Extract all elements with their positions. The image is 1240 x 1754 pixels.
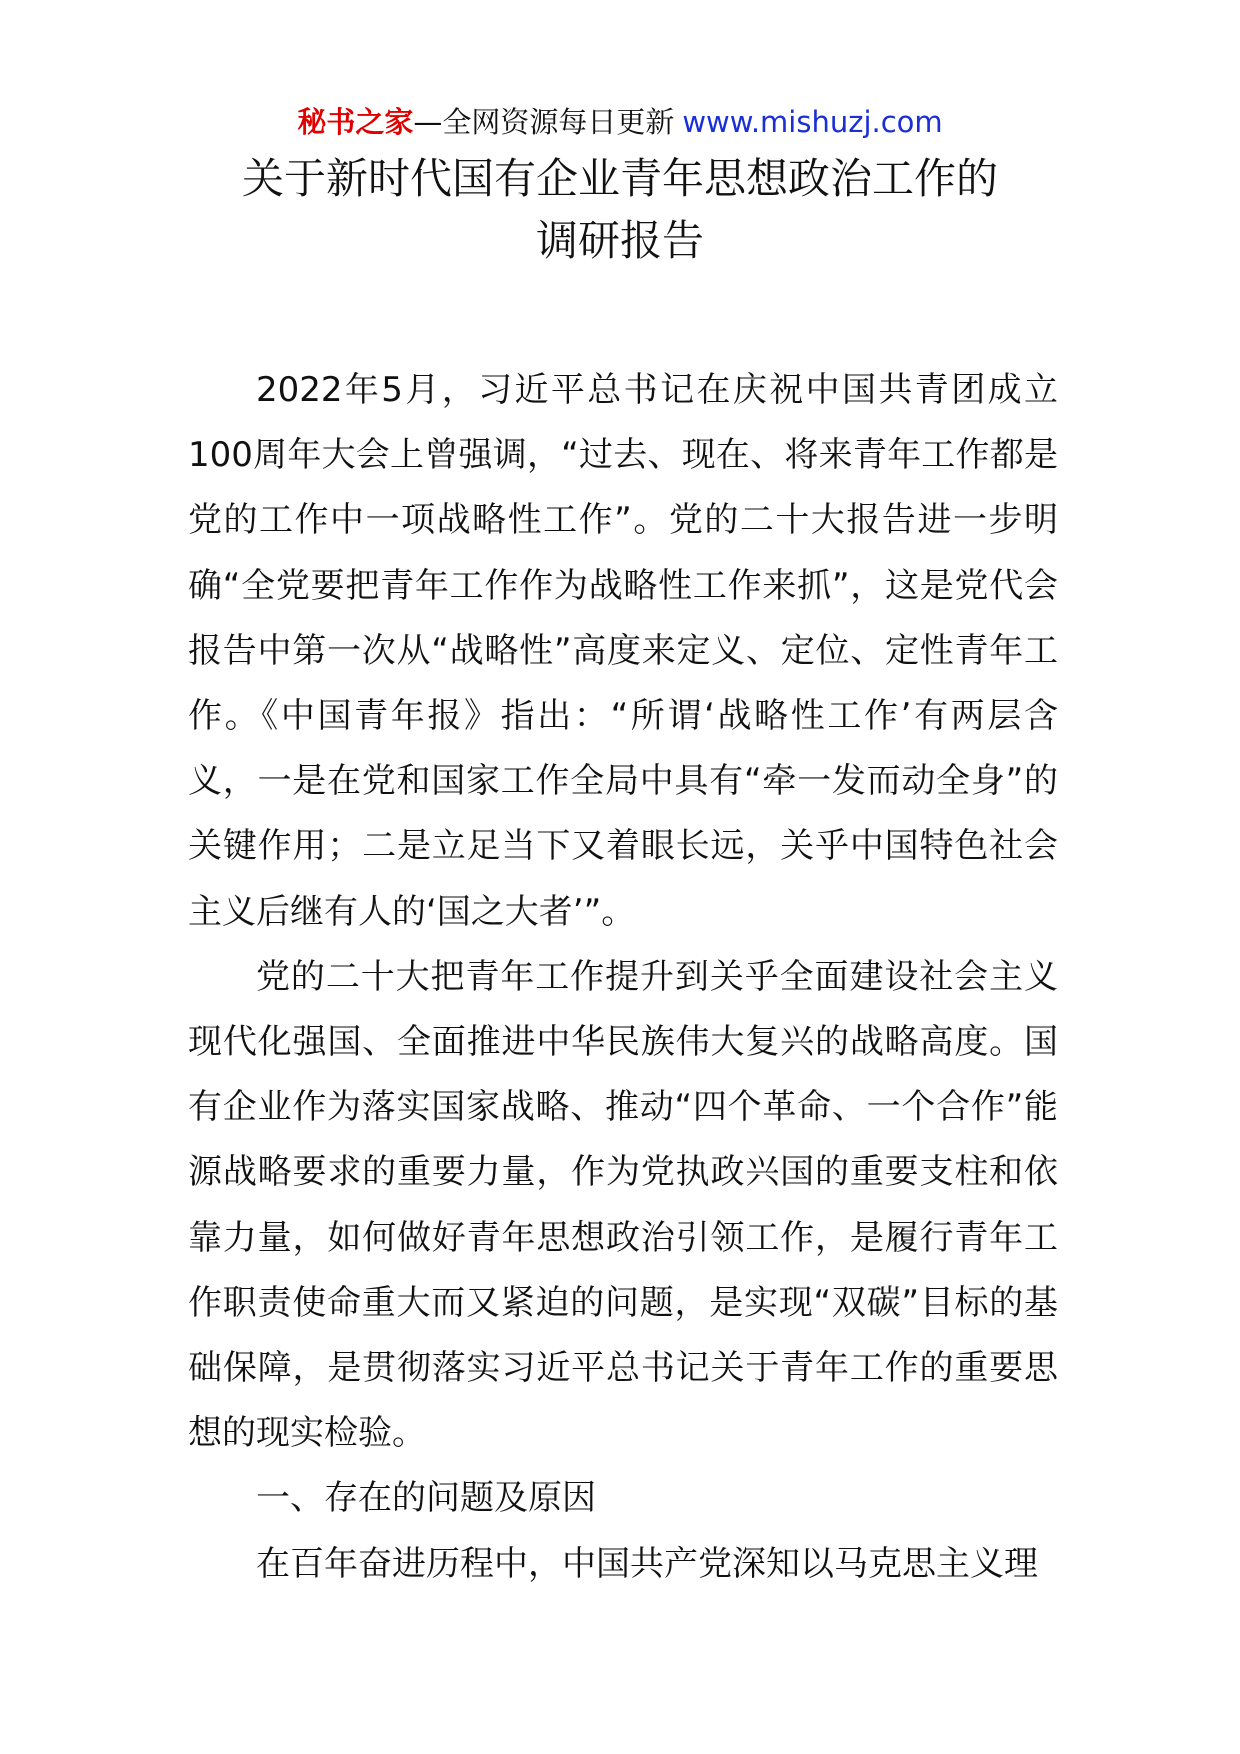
document-body	[188, 358, 1058, 1597]
paragraph-3: 在百年奋进历程中，中国共产党深知以马克思主义理	[256, 1543, 1038, 1584]
section-heading: 一、存在的问题及原因	[256, 1478, 596, 1519]
brand-name: 秘书之家	[297, 105, 414, 139]
paragraph-1: 2022年5月，习近平总书记在庆祝中国共青团成立100周年大会上曾强调，“过去、现在、将来青年工作都是党的工作中一项战略性工作”。党的二十大报告进一步明确“全党要把青年工作作为战略性工作来抓”，这是党代会报告中第一次从“战略性”高度来定义、定位、定性青年工作。《中国青年报》指出：“所谓‘战略性工作’有两层含义，一是在党和国家工作全局中具有“牵一发而动全身”的关键作用；二是立足当下又着眼长远，关乎中国特色社会主义后继有人的‘国之大者’”。	[188, 370, 1058, 932]
paragraph-2: 党的二十大把青年工作提升到关乎全面建设社会主义现代化强国、全面推进中华民族伟大复兴的战略高度。国有企业作为落实国家战略、推动“四个革命、一个合作”能源战略要求的重要力量，作为党执政兴国的重要支柱和依靠力量，如何做好青年思想政治引领工作，是履行青年工作职责使命重大而又紧迫的问题，是实现“双碳”目标的基础保障，是贯彻落实习近平总书记关于青年工作的重要思想的现实检验。	[188, 956, 1058, 1454]
document-title	[0, 148, 1240, 272]
site-url[interactable]: www.mishuzj.com	[682, 105, 943, 139]
header-tagline: —全网资源每日更新	[413, 105, 675, 139]
title-line-2: 调研报告	[535, 216, 704, 265]
site-header	[0, 100, 1240, 144]
title-line-1: 关于新时代国有企业青年思想政治工作的	[241, 154, 998, 203]
